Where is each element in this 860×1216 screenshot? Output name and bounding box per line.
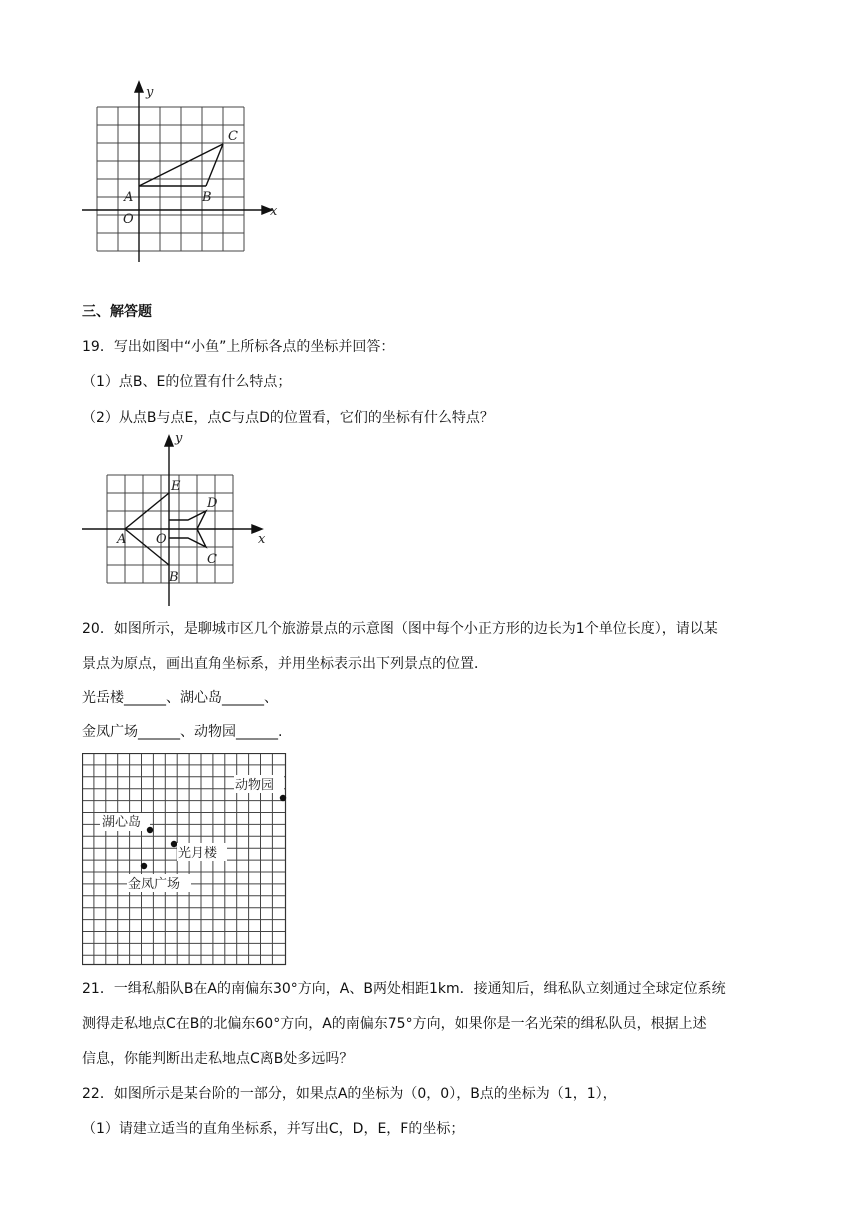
q20-line3: 光岳楼______、湖心岛______、	[82, 690, 278, 706]
q22-part1: （1）请建立适当的直角坐标系，并写出C，D，E，F的坐标；	[82, 1121, 465, 1137]
point-label-o: O	[123, 212, 134, 227]
point-label-c: C	[207, 552, 217, 567]
point-label-e: E	[171, 479, 181, 494]
q19-part2: （2）从点B与点E，点C与点D的位置看，它们的坐标有什么特点？	[82, 410, 494, 426]
point-label-d: D	[207, 496, 218, 511]
label-zoo: 动物园	[235, 778, 275, 793]
point-island	[147, 827, 153, 833]
point-label-b: B	[169, 570, 179, 585]
point-tower	[171, 841, 177, 847]
point-label-a: A	[124, 190, 134, 205]
point-zoo	[280, 795, 286, 801]
axis-label-y: y	[146, 85, 154, 100]
point-label-b: B	[202, 190, 212, 205]
figure-triangle-grid	[80, 80, 280, 265]
point-label-a: A	[117, 532, 127, 547]
point-label-o: O	[156, 532, 167, 547]
axis-label-y: y	[175, 431, 183, 446]
q19-stem: 19．写出如图中“小鱼”上所标各点的坐标并回答：	[82, 339, 395, 355]
label-square: 金凤广场	[128, 877, 181, 892]
axis-label-x: x	[270, 204, 278, 219]
q20-line4: 金凤广场______、动物园______.	[82, 724, 283, 740]
q21-line3: 信息，你能判断出走私地点C离B处多远吗？	[82, 1051, 354, 1067]
q20-line1: 20．如图所示，是聊城市区几个旅游景点的示意图（图中每个小正方形的边长为1个单位长度），请以某	[82, 621, 718, 637]
q20-line2: 景点为原点，画出直角坐标系，并用坐标表示出下列景点的位置．	[82, 656, 488, 672]
section-heading: 三、解答题	[82, 304, 152, 320]
point-square	[141, 863, 147, 869]
q21-line1: 21．一缉私船队B在A的南偏东30°方向，A、B两处相距1km．接通知后，缉私队立刻通过全球定位系统	[82, 981, 726, 997]
q22-line1: 22．如图所示是某台阶的一部分，如果点A的坐标为（0，0），B点的坐标为（1，1），	[82, 1086, 617, 1102]
figure-fish-grid	[78, 430, 278, 610]
point-label-c: C	[228, 129, 238, 144]
label-island: 湖心岛	[102, 815, 142, 830]
figure-scenic-map	[82, 753, 292, 968]
q19-part1: （1）点B、E的位置有什么特点；	[82, 374, 292, 390]
label-tower: 光月楼	[178, 846, 218, 861]
axis-label-x: x	[258, 532, 266, 547]
q21-line2: 测得走私地点C在B的北偏东60°方向，A的南偏东75°方向，如果你是一名光荣的缉私队员，根据上述	[82, 1016, 707, 1032]
